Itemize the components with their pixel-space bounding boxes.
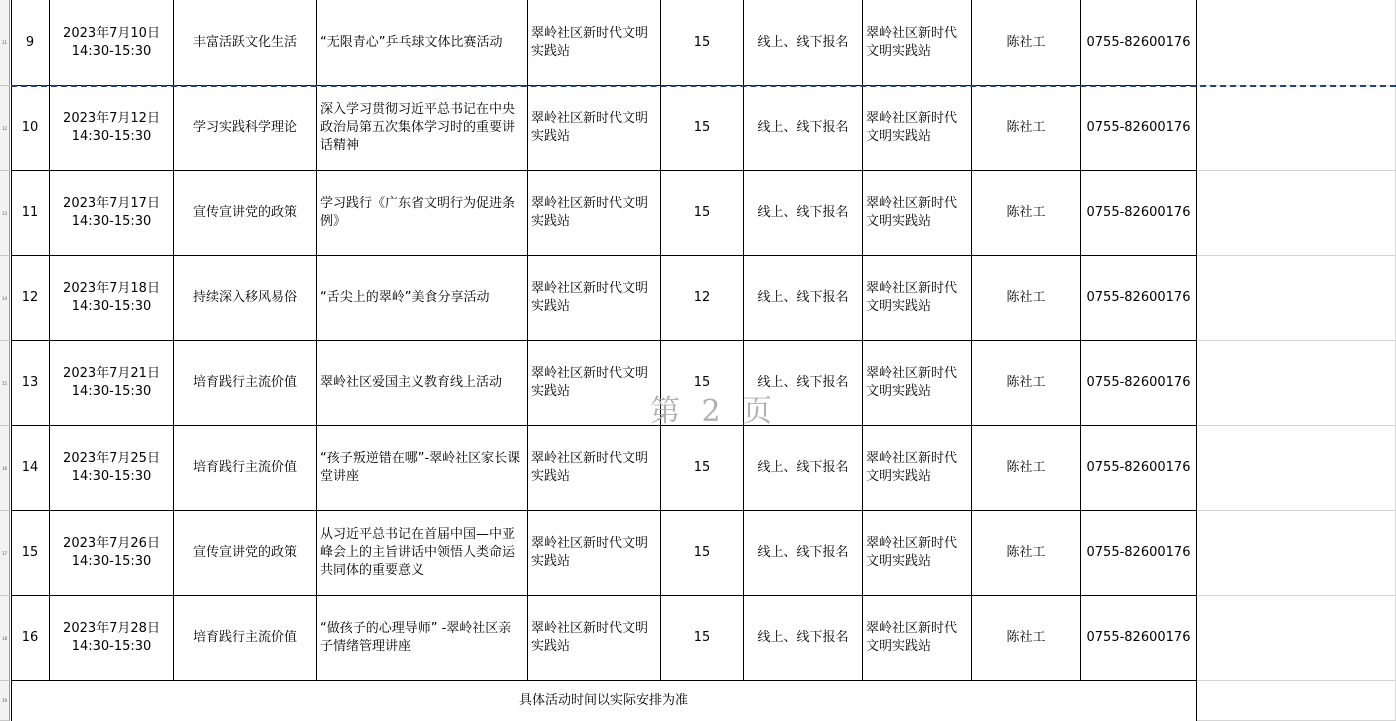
cell-content[interactable] (317, 171, 528, 256)
cell-count[interactable] (661, 596, 744, 681)
cell-category-text: 学习实践科学理论 (192, 120, 297, 135)
cell-empty[interactable] (1197, 0, 1396, 86)
cell-organizer-text: 翠岭社区新时代文明实践站 (866, 281, 958, 314)
cell-index-text: 14 (21, 460, 39, 475)
cell-empty[interactable] (1197, 511, 1396, 596)
cell-content[interactable] (317, 511, 528, 596)
cell-category[interactable] (174, 86, 317, 171)
cell-phone-text: 0755-82600176 (1086, 34, 1191, 50)
cell-phone[interactable] (1081, 511, 1197, 596)
cell-index[interactable] (11, 86, 50, 171)
cell-content-text: 深入学习贯彻习近平总书记在中央政治局第五次集体学习时的重要讲话精神 (320, 102, 516, 153)
cell-venue[interactable] (528, 596, 661, 681)
cell-phone-text: 0755-82600176 (1086, 290, 1191, 305)
time-text: 14:30-15:30 (71, 129, 152, 144)
time-text: 14:30-15:30 (71, 639, 152, 654)
cell-venue-text: 翠岭社区新时代文明实践站 (531, 281, 649, 314)
date-text: 2023年7月12日 (63, 111, 160, 126)
cell-phone[interactable] (1081, 341, 1197, 426)
cell-count-text: 15 (693, 120, 711, 135)
cell-date-time[interactable] (50, 256, 174, 341)
cell-date-time[interactable] (50, 596, 174, 681)
cell-phone[interactable] (1081, 256, 1197, 341)
cell-empty[interactable] (1197, 256, 1396, 341)
cell-date-time[interactable] (50, 86, 174, 171)
cell-signup[interactable] (744, 256, 863, 341)
cell-index-text: 9 (25, 34, 35, 50)
date-text: 2023年7月10日 (63, 25, 160, 41)
cell-date-time[interactable] (50, 0, 174, 86)
cell-organizer-text: 翠岭社区新时代文明实践站 (866, 196, 958, 229)
cell-category-text: 培育践行主流价值 (192, 630, 297, 645)
cell-contact[interactable] (972, 341, 1081, 426)
cell-empty[interactable] (1197, 171, 1396, 256)
footer-note-cell[interactable] (11, 681, 1197, 721)
cell-contact-text: 陈社工 (1006, 460, 1046, 475)
cell-signup-text: 线上、线下报名 (757, 34, 849, 50)
cell-organizer-text: 翠岭社区新时代文明实践站 (866, 621, 958, 654)
date-text: 2023年7月18日 (63, 281, 160, 296)
cell-category[interactable] (174, 511, 317, 596)
cell-venue-text: 翠岭社区新时代文明实践站 (531, 111, 649, 144)
row-header[interactable]: 18 (0, 596, 10, 681)
cell-category-text: 培育践行主流价值 (192, 460, 297, 475)
cell-count[interactable] (661, 256, 744, 341)
date-text: 2023年7月17日 (63, 196, 160, 211)
time-text: 14:30-15:30 (71, 554, 152, 569)
cell-organizer[interactable] (863, 171, 972, 256)
cell-empty[interactable] (1197, 681, 1396, 721)
cell-contact-text: 陈社工 (1006, 375, 1046, 390)
cell-organizer[interactable] (863, 511, 972, 596)
cell-venue[interactable] (528, 0, 661, 86)
cell-contact-text: 陈社工 (1006, 630, 1046, 645)
cell-venue[interactable] (528, 256, 661, 341)
grid-left-border (11, 0, 12, 721)
cell-index[interactable] (11, 596, 50, 681)
cell-phone-text: 0755-82600176 (1086, 205, 1191, 220)
cell-signup[interactable] (744, 426, 863, 511)
cell-content[interactable] (317, 341, 528, 426)
cell-category[interactable] (174, 596, 317, 681)
cell-venue[interactable] (528, 171, 661, 256)
cell-index[interactable] (11, 0, 50, 86)
date-text: 2023年7月28日 (63, 621, 160, 636)
footer-note: 具体活动时间以实际安排为准 (518, 693, 688, 708)
cell-organizer[interactable] (863, 0, 972, 86)
row-header[interactable]: 19 (0, 681, 10, 721)
cell-content-text: “无限青心”乒乓球文体比赛活动 (320, 34, 503, 50)
cell-contact[interactable] (972, 426, 1081, 511)
cell-phone-text: 0755-82600176 (1086, 630, 1191, 645)
cell-phone-text: 0755-82600176 (1086, 120, 1191, 135)
cell-index-text: 15 (21, 545, 39, 560)
cell-signup-text: 线上、线下报名 (757, 375, 849, 390)
cell-organizer[interactable] (863, 426, 972, 511)
cell-organizer[interactable] (863, 596, 972, 681)
row-header[interactable]: 17 (0, 511, 10, 596)
cell-index-text: 11 (21, 205, 39, 220)
cell-contact[interactable] (972, 86, 1081, 171)
cell-venue-text: 翠岭社区新时代文明实践站 (531, 621, 649, 654)
cell-index-text: 13 (21, 375, 39, 390)
cell-category-text: 丰富活跃文化生活 (192, 34, 297, 50)
cell-venue-text: 翠岭社区新时代文明实践站 (531, 536, 649, 569)
cell-date-time[interactable] (50, 511, 174, 596)
row-header[interactable]: 15 (0, 341, 10, 426)
row-header[interactable]: 16 (0, 426, 10, 511)
cell-signup[interactable] (744, 0, 863, 86)
cell-count-text: 15 (693, 34, 711, 50)
row-header[interactable]: 11 (0, 0, 10, 86)
cell-phone[interactable] (1081, 0, 1197, 86)
time-text: 14:30-15:30 (71, 469, 152, 484)
cell-empty[interactable] (1197, 341, 1396, 426)
cell-contact[interactable] (972, 256, 1081, 341)
cell-content-text: 翠岭社区爱国主义教育线上活动 (320, 375, 503, 390)
cell-content-text: 从习近平总书记在首届中国—中亚峰会上的主旨讲话中领悟人类命运共同体的重要意义 (320, 527, 516, 578)
cell-venue[interactable] (528, 511, 661, 596)
cell-signup[interactable] (744, 171, 863, 256)
cell-index[interactable] (11, 341, 50, 426)
cell-category[interactable] (174, 426, 317, 511)
cell-contact[interactable] (972, 171, 1081, 256)
cell-contact-text: 陈社工 (1006, 205, 1046, 220)
cell-empty[interactable] (1197, 426, 1396, 511)
cell-content-text: “孩子叛逆错在哪”-翠岭社区家长课堂讲座 (320, 451, 521, 484)
cell-category[interactable] (174, 171, 317, 256)
cell-signup-text: 线上、线下报名 (757, 290, 849, 305)
time-text: 14:30-15:30 (71, 299, 152, 314)
cell-index-text: 10 (21, 120, 39, 135)
time-text: 14:30-15:30 (71, 384, 152, 399)
cell-contact-text: 陈社工 (1006, 120, 1046, 135)
cell-organizer[interactable] (863, 341, 972, 426)
cell-count-text: 12 (693, 290, 711, 305)
cell-count-text: 15 (693, 375, 711, 390)
cell-signup-text: 线上、线下报名 (757, 630, 849, 645)
cell-count-text: 15 (693, 460, 711, 475)
cell-date-time[interactable] (50, 426, 174, 511)
cell-organizer[interactable] (863, 256, 972, 341)
cell-contact[interactable] (972, 511, 1081, 596)
cell-category-text: 宣传宣讲党的政策 (192, 205, 297, 220)
cell-venue[interactable] (528, 426, 661, 511)
cell-organizer-text: 翠岭社区新时代文明实践站 (866, 366, 958, 399)
cell-signup-text: 线上、线下报名 (757, 120, 849, 135)
cell-signup[interactable] (744, 596, 863, 681)
cell-venue[interactable] (528, 341, 661, 426)
cell-content[interactable] (317, 0, 528, 86)
cell-venue[interactable] (528, 86, 661, 171)
cell-venue-text: 翠岭社区新时代文明实践站 (531, 366, 649, 399)
cell-index[interactable] (11, 171, 50, 256)
cell-organizer-text: 翠岭社区新时代文明实践站 (866, 451, 958, 484)
cell-contact[interactable] (972, 596, 1081, 681)
cell-venue-text: 翠岭社区新时代文明实践站 (531, 25, 649, 59)
cell-organizer-text: 翠岭社区新时代文明实践站 (866, 536, 958, 569)
cell-phone-text: 0755-82600176 (1086, 375, 1191, 390)
cell-count[interactable] (661, 0, 744, 86)
cell-count-text: 15 (693, 630, 711, 645)
cell-count-text: 15 (693, 205, 711, 220)
row-header[interactable]: 12 (0, 86, 10, 171)
cell-contact-text: 陈社工 (1006, 34, 1046, 50)
date-text: 2023年7月21日 (63, 366, 160, 381)
cell-index-text: 12 (21, 290, 39, 305)
cell-content[interactable] (317, 86, 528, 171)
cell-contact[interactable] (972, 0, 1081, 86)
cell-venue-text: 翠岭社区新时代文明实践站 (531, 451, 649, 484)
cell-signup-text: 线上、线下报名 (757, 545, 849, 560)
cell-contact-text: 陈社工 (1006, 290, 1046, 305)
cell-phone-text: 0755-82600176 (1086, 460, 1191, 475)
cell-date-time[interactable] (50, 341, 174, 426)
cell-signup-text: 线上、线下报名 (757, 205, 849, 220)
time-text: 14:30-15:30 (71, 43, 152, 59)
cell-signup-text: 线上、线下报名 (757, 460, 849, 475)
cell-index-text: 16 (21, 630, 39, 645)
row-header[interactable]: 14 (0, 256, 10, 341)
cell-category-text: 培育践行主流价值 (192, 375, 297, 390)
page-break-line (11, 85, 1396, 87)
cell-signup[interactable] (744, 511, 863, 596)
row-header[interactable]: 13 (0, 171, 10, 256)
cell-empty[interactable] (1197, 596, 1396, 681)
date-text: 2023年7月25日 (63, 451, 160, 466)
cell-phone[interactable] (1081, 426, 1197, 511)
cell-content[interactable] (317, 426, 528, 511)
cell-empty[interactable] (1197, 86, 1396, 171)
cell-date-time[interactable] (50, 171, 174, 256)
cell-venue-text: 翠岭社区新时代文明实践站 (531, 196, 649, 229)
cell-count-text: 15 (693, 545, 711, 560)
cell-count[interactable] (661, 511, 744, 596)
time-text: 14:30-15:30 (71, 214, 152, 229)
cell-index[interactable] (11, 256, 50, 341)
cell-count[interactable] (661, 86, 744, 171)
date-text: 2023年7月26日 (63, 536, 160, 551)
page-number-watermark: 第 2 页 (650, 394, 779, 429)
cell-content[interactable] (317, 256, 528, 341)
cell-contact-text: 陈社工 (1006, 545, 1046, 560)
cell-phone-text: 0755-82600176 (1086, 545, 1191, 560)
cell-category[interactable] (174, 0, 317, 86)
cell-content-text: “做孩子的心理导师” -翠岭社区亲子情绪管理讲座 (320, 621, 512, 654)
cell-index[interactable] (11, 511, 50, 596)
cell-signup[interactable] (744, 86, 863, 171)
cell-content[interactable] (317, 596, 528, 681)
cell-count[interactable] (661, 171, 744, 256)
cell-index[interactable] (11, 426, 50, 511)
cell-phone[interactable] (1081, 171, 1197, 256)
cell-organizer-text: 翠岭社区新时代文明实践站 (866, 111, 958, 144)
cell-content-text: “舌尖上的翠岭”美食分享活动 (320, 290, 490, 305)
cell-content-text: 学习践行《广东省文明行为促进条例》 (320, 196, 516, 229)
cell-organizer-text: 翠岭社区新时代文明实践站 (866, 25, 958, 59)
cell-phone[interactable] (1081, 596, 1197, 681)
cell-phone[interactable] (1081, 86, 1197, 171)
cell-category-text: 持续深入移风易俗 (192, 290, 297, 305)
cell-count[interactable] (661, 426, 744, 511)
cell-category[interactable] (174, 341, 317, 426)
cell-category-text: 宣传宣讲党的政策 (192, 545, 297, 560)
cell-organizer[interactable] (863, 86, 972, 171)
cell-category[interactable] (174, 256, 317, 341)
